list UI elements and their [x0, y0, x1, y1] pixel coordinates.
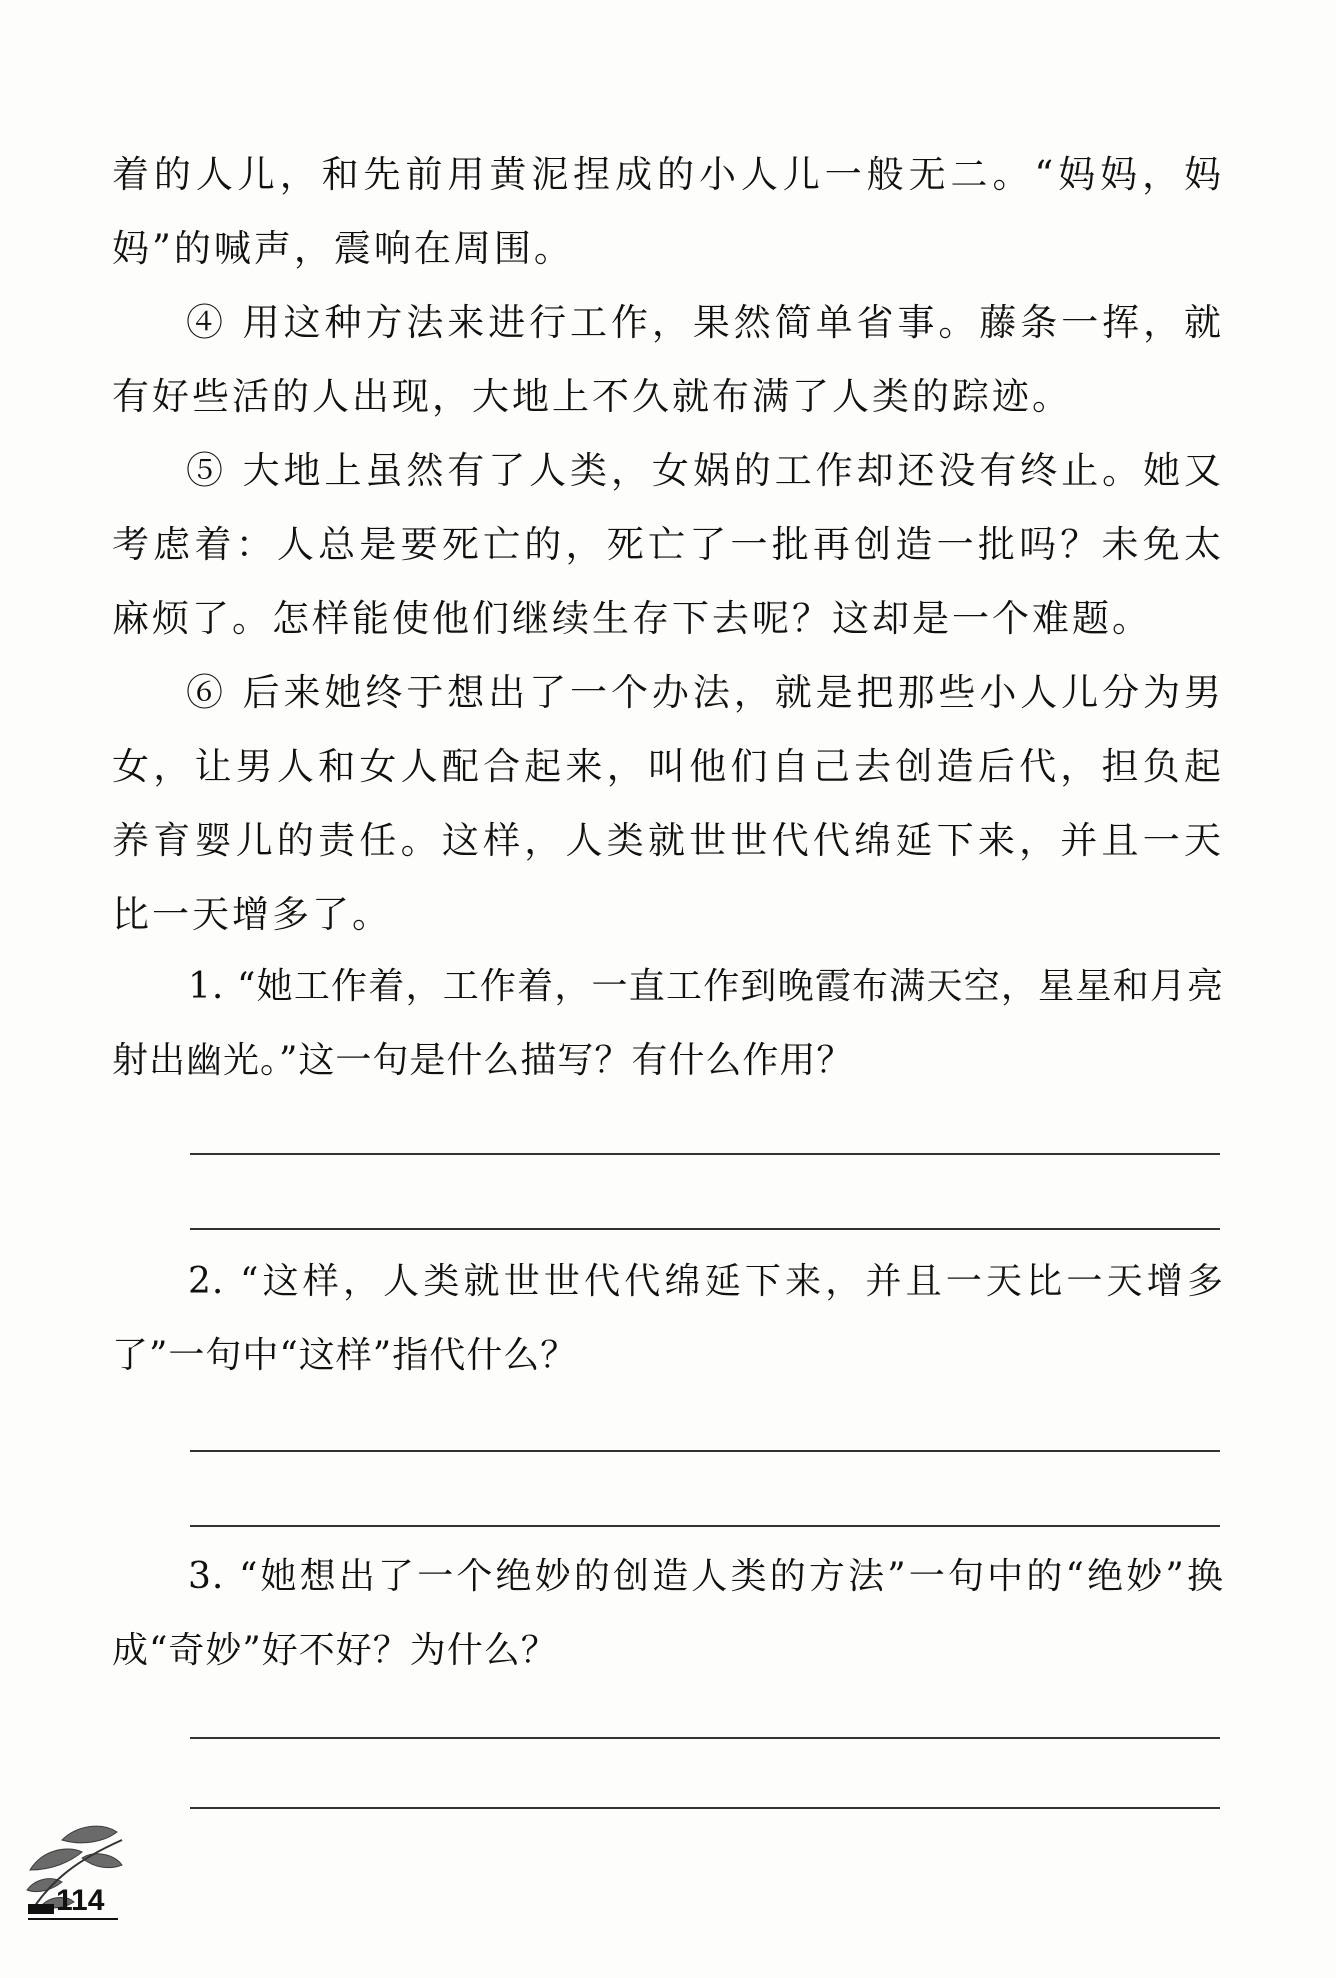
page-number-underline	[28, 1918, 118, 1920]
answer-line-q3-1[interactable]	[190, 1737, 1220, 1739]
page-number-marker	[28, 1904, 54, 1914]
reading-passage	[112, 138, 1224, 952]
answer-line-q1-1[interactable]	[190, 1153, 1220, 1155]
page-number: 114	[56, 1884, 105, 1917]
question-3: 3. “她想出了一个绝妙的创造人类的方法”一句中的“绝妙”换成“奇妙”好不好？为什么？	[112, 1556, 1224, 1671]
passage-paragraph-4: ④ 用这种方法来进行工作，果然简单省事。藤条一挥，就有好些活的人出现，大地上不久就布满了人类的踪迹。	[112, 301, 1224, 418]
answer-line-q3-2[interactable]	[190, 1807, 1220, 1809]
passage-paragraph-continued: 着的人儿，和先前用黄泥捏成的小人儿一般无二。“妈妈，妈妈”的喊声，震响在周围。	[112, 153, 1224, 270]
passage-paragraph-6: ⑥ 后来她终于想出了一个办法，就是把那些小人儿分为男女，让男人和女人配合起来，叫他们自己去创造后代，担负起养育婴儿的责任。这样，人类就世世代代绵延下来，并且一天比一天增多了。	[112, 671, 1224, 936]
answer-line-q2-2[interactable]	[190, 1525, 1220, 1527]
answer-line-q1-2[interactable]	[190, 1228, 1220, 1230]
question-2: 2. “这样，人类就世世代代绵延下来，并且一天比一天增多了”一句中“这样”指代什么？	[112, 1261, 1224, 1376]
question-1: 1. “她工作着，工作着，一直工作到晚霞布满天空，星星和月亮射出幽光。”这一句是什么描写？有什么作用？	[112, 966, 1224, 1081]
answer-line-q2-1[interactable]	[190, 1450, 1220, 1452]
passage-paragraph-5: ⑤ 大地上虽然有了人类，女娲的工作却还没有终止。她又考虑着：人总是要死亡的，死亡了一批再创造一批吗？未免太麻烦了。怎样能使他们继续生存下去呢？这却是一个难题。	[112, 449, 1224, 640]
